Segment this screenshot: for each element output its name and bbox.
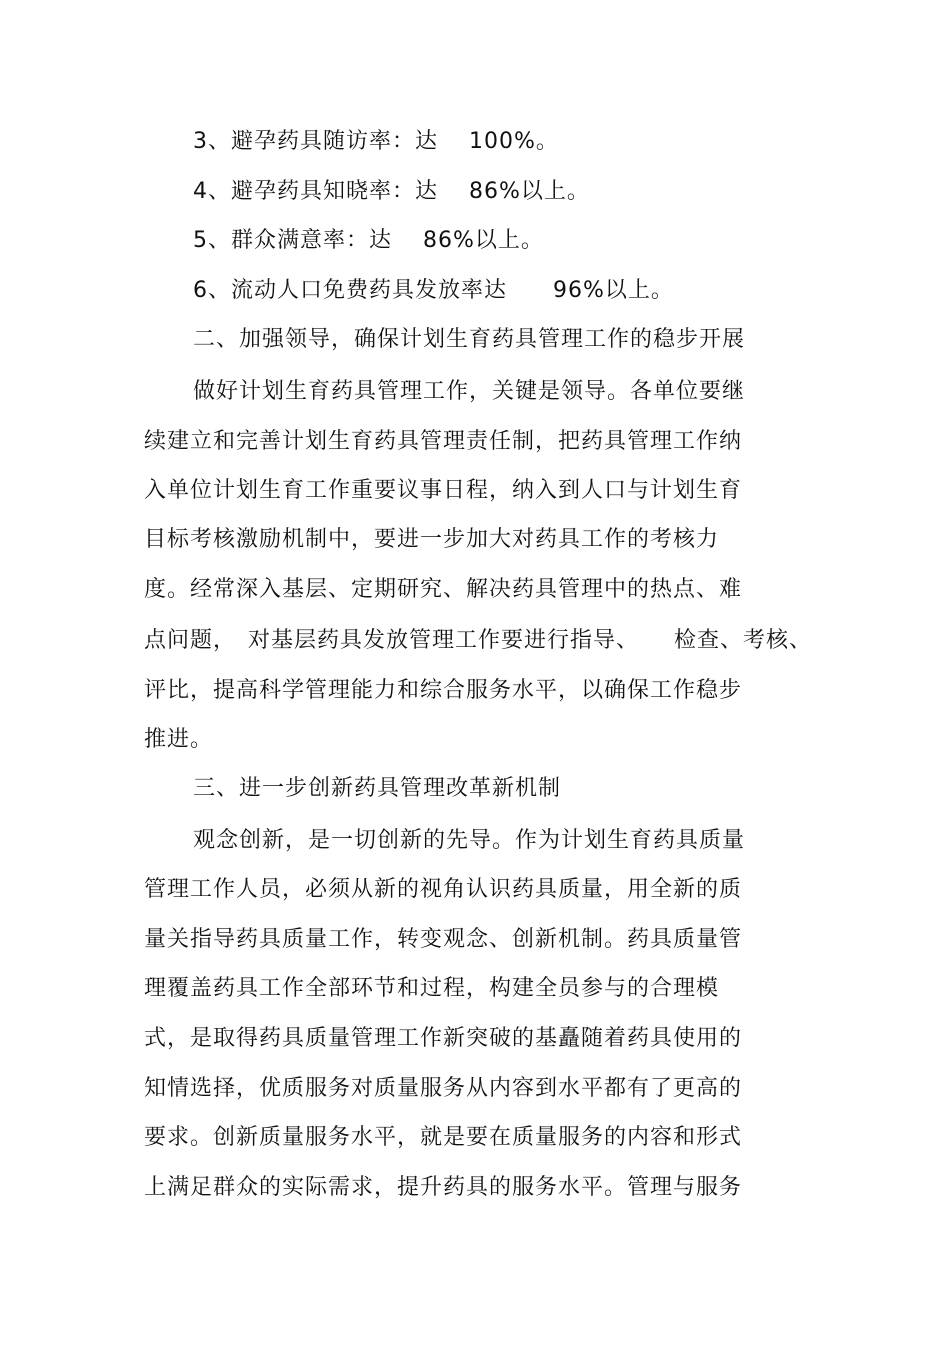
paragraph-line: 知情选择，优质服务对质量服务从内容到水平都有了更高的 — [144, 1076, 743, 1101]
paragraph-line: 做好计划生育药具管理工作，关键是领导。各单位要继 — [193, 379, 746, 404]
paragraph-line: 管理工作人员，必须从新的视角认识药具质量，用全新的质 — [144, 877, 743, 902]
section-heading-2: 二、加强领导，确保计划生育药具管理工作的稳步开展 — [193, 327, 746, 352]
paragraph-line: 理覆盖药具工作全部环节和过程，构建全员参与的合理模 — [144, 976, 720, 1001]
paragraph-line: 推进。 — [144, 727, 214, 752]
list-item-distribution-rate: 6、流动人口免费药具发放率达 96%以上。 — [193, 278, 674, 303]
section-heading-3: 三、进一步创新药具管理改革新机制 — [193, 776, 562, 801]
paragraph-line: 要求。创新质量服务水平，就是要在质量服务的内容和形式 — [144, 1125, 743, 1150]
paragraph-line: 续建立和完善计划生育药具管理责任制，把药具管理工作纳 — [144, 429, 743, 454]
paragraph-line: 度。经常深入基层、定期研究、解决药具管理中的热点、难 — [144, 577, 743, 602]
paragraph-line: 量关指导药具质量工作，转变观念、创新机制。药具质量管 — [144, 927, 743, 952]
paragraph-line: 观念创新，是一切创新的先导。作为计划生育药具质量 — [193, 828, 746, 853]
paragraph-line: 式，是取得药具质量管理工作新突破的基矗随着药具使用的 — [144, 1026, 743, 1051]
paragraph-line: 入单位计划生育工作重要议事日程，纳入到人口与计划生育 — [144, 478, 743, 503]
paragraph-line: 评比，提高科学管理能力和综合服务水平，以确保工作稳步 — [144, 678, 743, 703]
paragraph-line: 点问题， 对基层药具发放管理工作要进行指导、 检查、考核、 — [144, 628, 813, 653]
list-item-awareness-rate: 4、避孕药具知晓率：达 86%以上。 — [193, 179, 590, 204]
list-item-satisfaction-rate: 5、群众满意率：达 86%以上。 — [193, 228, 544, 253]
paragraph-line: 目标考核激励机制中，要进一步加大对药具工作的考核力 — [144, 527, 720, 552]
list-item-followup-rate: 3、避孕药具随访率：达 100%。 — [193, 129, 559, 154]
paragraph-line: 上满足群众的实际需求，提升药具的服务水平。管理与服务 — [144, 1175, 743, 1200]
